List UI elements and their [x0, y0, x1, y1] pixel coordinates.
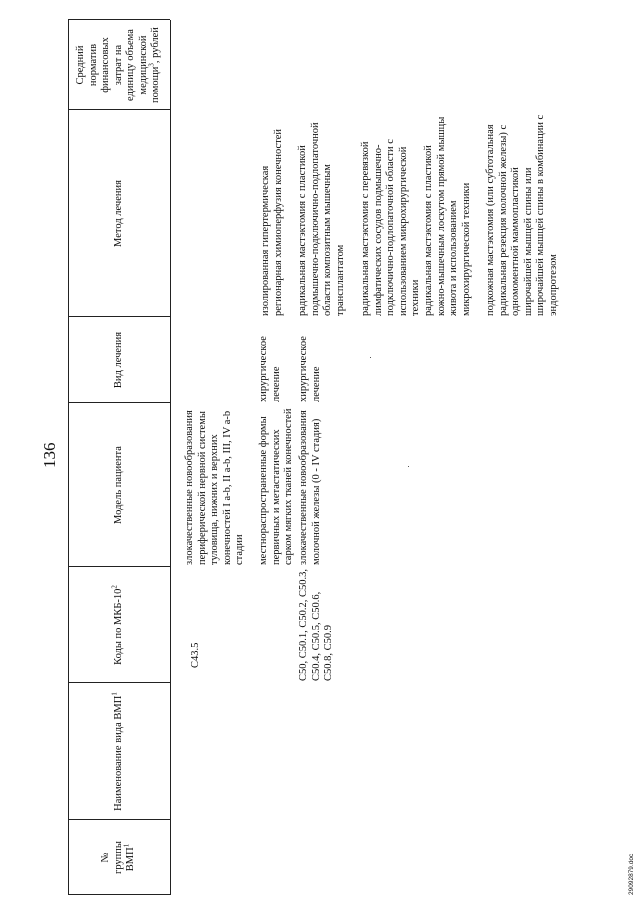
header-treatment-method: Метод лечения	[112, 180, 124, 247]
header-treatment-type: Вид лечения	[112, 331, 124, 389]
header-patient-model: Модель пациента	[112, 446, 124, 524]
header-vmp-name: Наименование вида ВМП$^1$	[110, 692, 124, 811]
column-divider-8	[68, 19, 170, 20]
patient-model-cell: злокачественные новообразования периферической нервной системы туловища, нижних и верхних конечностей I a-b, II a-b, III, IV a-b стадии	[184, 410, 245, 565]
treatment-method-cell: радикальная мастэктомия с перевязкой лимфатических сосудов подмышечно-подключично-подлопаточной области с использованием микрохирургической техники	[360, 139, 421, 316]
column-divider-2	[68, 819, 170, 820]
column-divider-6	[68, 316, 170, 317]
scan-dot	[370, 357, 371, 358]
column-divider-5	[68, 402, 170, 403]
page-number: 136	[40, 442, 59, 468]
scan-dot	[408, 466, 409, 467]
header-average-cost: Средний норматив финансовых затрат на единицу объема медицинской помощи$^3$, рублей	[75, 27, 162, 103]
header-bottom-border	[170, 20, 171, 895]
treatment-method-cell: подкожная мастэктомия (или субтотальная радикальная резекция молочной железы) с одномоментной маммопластикой широчайшей мышцей спины или широчайшей мышцей спины в комбинации с эндопротезом	[485, 114, 559, 316]
patient-model-cell: злокачественные новообразования молочной железы (0 - IV стадия)	[298, 410, 322, 565]
header-icd-codes: Коды по МКБ-$10^2$	[110, 585, 124, 665]
column-divider-4	[68, 566, 170, 567]
table-top-border	[68, 20, 69, 895]
document-footer-code: 29092879.doc	[628, 853, 635, 895]
header-group-number: № группы ВМП$^1$	[100, 841, 137, 874]
column-divider-7	[68, 109, 170, 110]
treatment-type-cell: хирургическое лечение	[298, 336, 322, 402]
treatment-method-cell: радикальная мастэктомия с пластикой подмышечно-подключично-подлопаточной области композитным мышечным трансплантатом	[297, 122, 346, 316]
patient-model-cell: местнораспространенные формы первичных и метастатических сарком мягких тканей конечностей	[258, 408, 294, 565]
treatment-type-cell: хирургическое лечение	[258, 336, 282, 402]
icd-code-cell: C43.5	[190, 642, 201, 668]
column-divider-1	[68, 894, 170, 895]
treatment-method-cell: изолированная гипертермическая регионарная химиоперфузия конечностей	[260, 128, 284, 316]
treatment-method-cell: радикальная мастэктомия с пластикой кожно-мышечным лоскутом прямой мышцы живота и использованием микрохирургической техники	[423, 116, 472, 316]
icd-code-cell: C50, C50.1, C50.2, C50.3, C50.4, C50.5, C50.6, C50.8, C50.9	[298, 568, 334, 681]
column-divider-3	[68, 682, 170, 683]
